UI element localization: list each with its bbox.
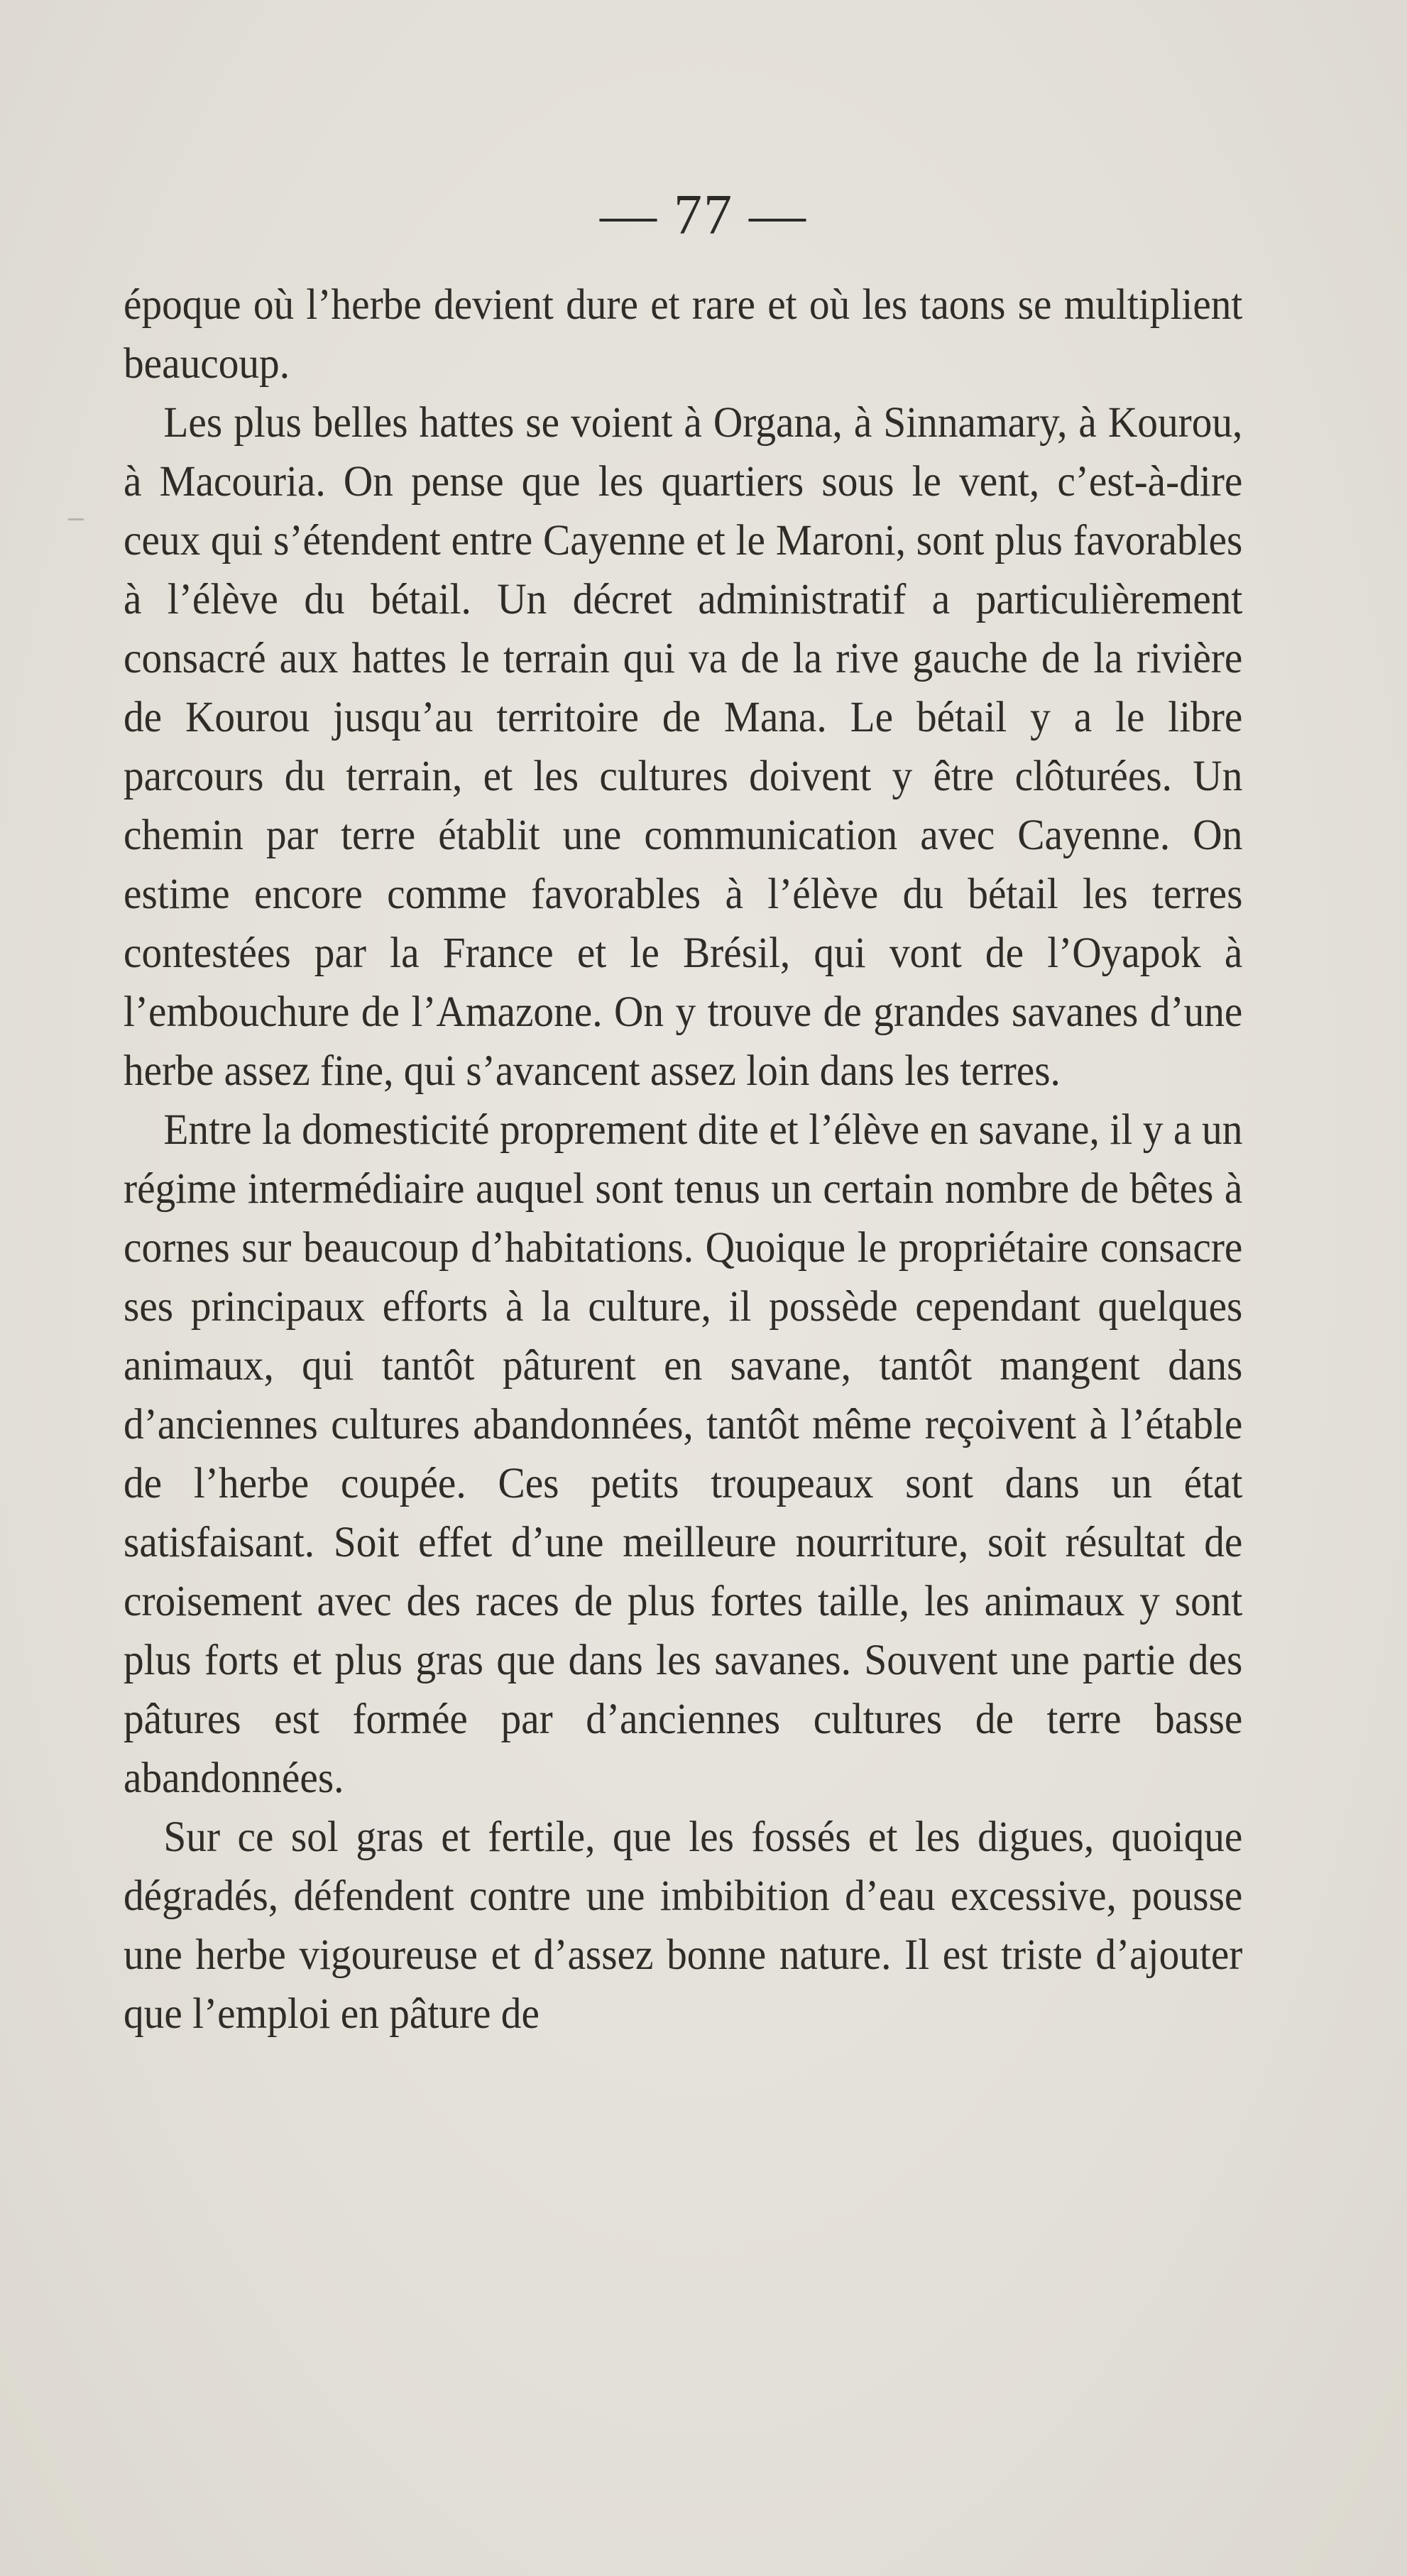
margin-mark [68, 518, 84, 520]
paragraph-3: Entre la domesticité proprement dite et l’élève en savane, il y a un régime intermédiaire auquel sont tenus un certain nombre de bêtes à cornes sur beaucoup d’habitations. Quoique le propriétaire consacre ses principaux efforts à la culture, il possède cependant quelques animaux, qui tantôt pâturent en savane, tantôt mangent dans d’anciennes cultures abandonnées, tantôt même reçoivent à l’étable de l’herbe coupée. Ces petits troupeaux sont dans un état satisfaisant. Soit effet d’une meilleure nourriture, soit résultat de croisement avec des races de plus fortes taille, les animaux y sont plus forts et plus gras que dans les savanes. Souvent une partie des pâtures est formée par d’anciennes cultures de terre basse abandonnées. [124, 1106, 1243, 1802]
paragraph-2: Les plus belles hattes se voient à Organa, à Sinnamary, à Kourou, à Macouria. On pense que les quartiers sous le vent, c’est-à-dire ceux qui s’étendent entre Cayenne et le Maroni, sont plus favorables à l’élève du bétail. Un décret administratif a particulièrement consacré aux hattes le terrain qui va de la rive gauche de la rivière de Kourou jusqu’au territoire de Mana. Le bétail y a le libre parcours du terrain, et les cultures doivent y être clôturées. Un chemin par terre établit une communication avec Cayenne. On estime encore comme favorables à l’élève du bétail les terres contestées par la France et le Brésil, qui vont de l’Oyapok à l’embouchure de l’Amazone. On y trouve de grandes savanes d’une herbe assez fine, qui s’avancent assez loin dans les terres. [124, 399, 1243, 1095]
page-number: — 77 — [600, 184, 807, 246]
body-text [124, 275, 1242, 2043]
paragraph-4: Sur ce sol gras et fertile, que les fossés et les digues, quoique dégradés, défendent contre une imbibition d’eau excessive, pousse une herbe vigoureuse et d’assez bonne nature. Il est triste d’ajouter que l’emploi en pâture de [124, 1813, 1243, 2038]
paragraph-1: époque où l’herbe devient dure et rare et où les taons se multiplient beaucoup. [124, 281, 1243, 388]
